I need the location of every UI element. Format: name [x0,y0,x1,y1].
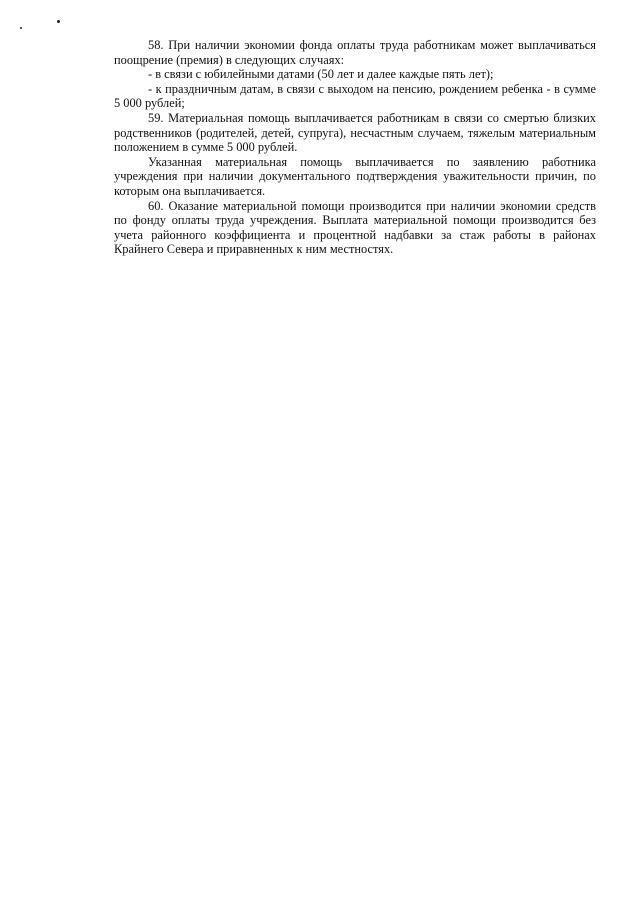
paragraph-59-note: Указанная материальная помощь выплачивается по заявлению работника учреждения при наличии документального подтверждения уважительности причин, по которым она выплачивается. [114,154,596,198]
paragraph-60: 60. Оказание материальной помощи производится при наличии экономии средств по фонду оплаты труда учреждения. Выплата материальной помощи производится без учета районного коэффициента и процентной надбавки за стаж работы в районах Крайнего Севера и приравненных к ним местностях. [114,198,596,257]
paragraph-58: 58. При наличии экономии фонда оплаты труда работникам может выплачиваться поощрение (премия) в следующих случаях: [114,38,596,67]
paragraph-58-item-anniversary: - в связи с юбилейными датами (50 лет и далее каждые пять лет); [148,67,494,82]
paragraph-59: 59. Материальная помощь выплачивается работникам в связи со смертью близких родственников (родителей, детей, супруга), несчастным случаем, тяжелым материальным положением в сумме 5 000 рублей. [114,110,596,155]
paragraph-58-item-holidays: - к праздничным датам, в связи с выходом на пенсию, рождением ребенка - в сумме 5 000 рублей; [114,81,596,111]
scan-dot-mark [57,20,60,23]
scan-dot-mark [20,27,22,29]
document-body [114,38,596,257]
